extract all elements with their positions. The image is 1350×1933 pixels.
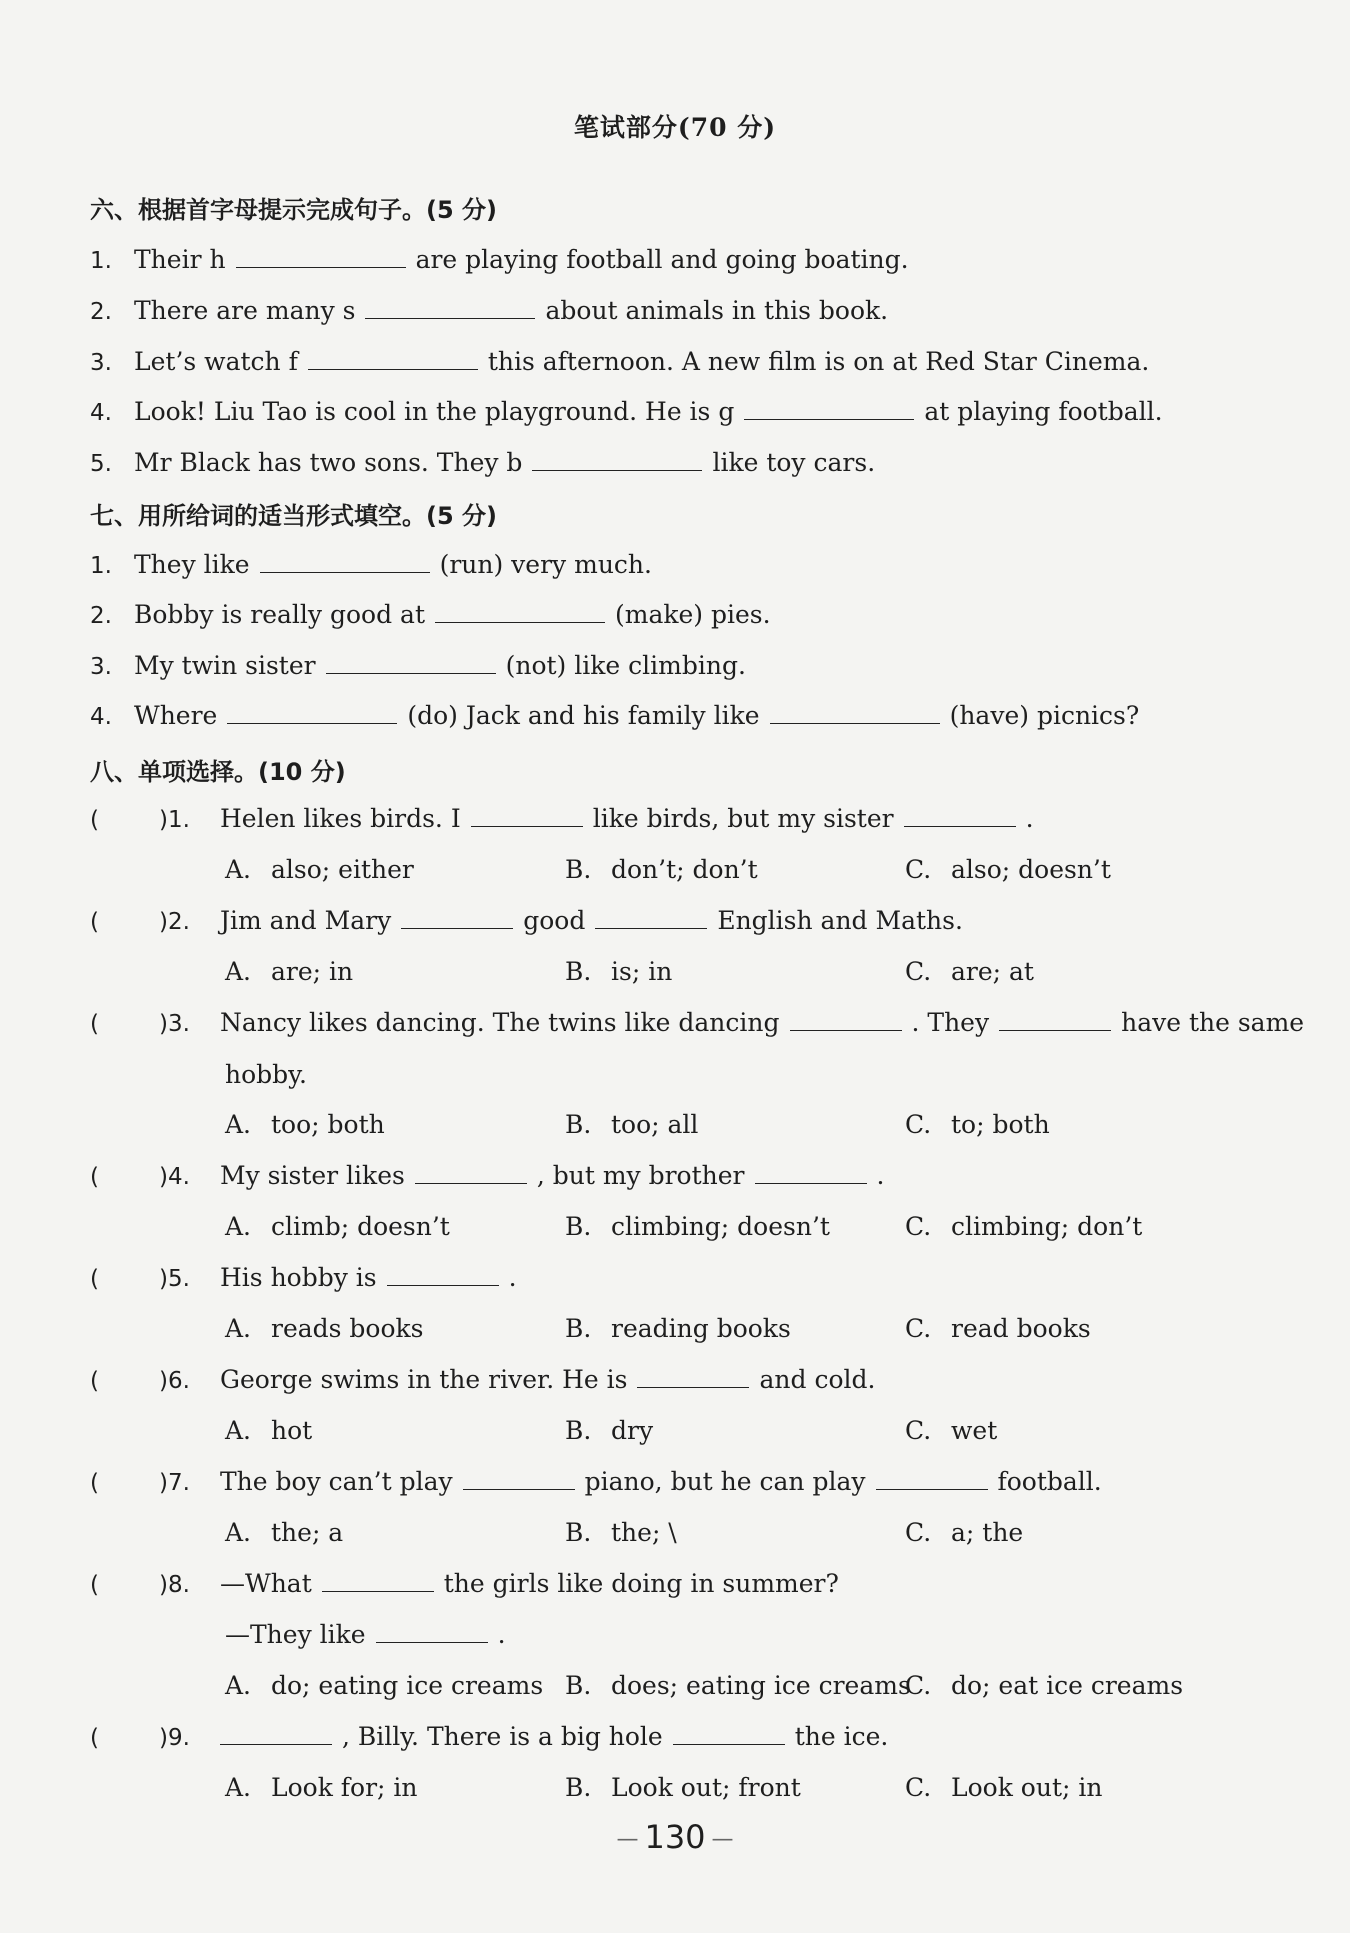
answer-blank[interactable]: [227, 701, 397, 724]
answer-paren[interactable]: ( )6.: [90, 1368, 190, 1394]
answer-blank[interactable]: [236, 245, 406, 268]
section-8-heading: 八、单项选择。(10 分): [90, 758, 346, 786]
answer-paren[interactable]: ( )5.: [90, 1266, 190, 1292]
item-text: are playing football and going boating.: [415, 245, 909, 274]
answer-blank[interactable]: [326, 651, 496, 674]
answer-paren[interactable]: ( )9.: [90, 1725, 190, 1751]
answer-blank[interactable]: [876, 1467, 988, 1490]
answer-blank[interactable]: [401, 906, 513, 929]
answer-blank[interactable]: [755, 1161, 867, 1184]
answer-blank[interactable]: [415, 1161, 527, 1184]
item-text: at playing football.: [924, 397, 1163, 426]
mc-question-9: ( )9. , Billy. There is a big hole the ice.: [90, 1722, 889, 1751]
item-text: Where: [134, 701, 218, 730]
answer-blank[interactable]: [376, 1620, 488, 1643]
item-number: 2.: [90, 603, 112, 629]
item-text: There are many s: [134, 296, 356, 325]
answer-blank[interactable]: [532, 448, 702, 471]
answer-blank[interactable]: [322, 1569, 434, 1592]
mc-question-6: ( )6. George swims in the river. He is and cold.: [90, 1365, 876, 1394]
item-text: (run) very much.: [439, 550, 652, 579]
answer-blank[interactable]: [471, 804, 583, 827]
item-text: (make) pies.: [615, 600, 771, 629]
answer-blank[interactable]: [673, 1722, 785, 1745]
answer-blank[interactable]: [220, 1722, 332, 1745]
item-text: (not) like climbing.: [505, 651, 746, 680]
s6-item-3: [90, 347, 1149, 376]
worksheet-page: 笔试部分(70 分) 六、根据首字母提示完成句子。(5 分) 1. Their h are playing football and going boating. 2. There are many s about animals in this book. 3. Let’s watch f this afternoon. A new film is on at Red Star Cinema. 4. Look! Liu Tao is cool in the playground. He is g at playing football. 5. Mr Black has two sons. They b like toy cars. 七、用所给词的适当形式填空。(5 分) 1. They like (run) very much. 2. Bobby is really good at (make) pies. 3. My twin sister (not) like climbing. 4. Where (do) Jack and his family like (have) picnics? 八、单项选择。(10 分) ( )1. Helen likes birds. I like birds, but my sister . A. also; either B. don’t; don’t C. also; doesn’t ( )2. Jim and Mary good English and Maths. A. are; in B. is; in C. are; at ( )3. Nancy likes dancing. The twins like dancing . They have the same hobby. A. too; both B. too; all C. to; both ( )4. My sister likes , but my brother . A. climb; doesn’t B. climbing; doesn’t C. climbing; don’t ( )5. His hobby is . A. reads books B. reading books C. read books ( )6. George swims in the river. He is and cold. A. hot B. dry C. wet ( )7. The boy can’t play piano, but he can play football. A. the; a B. the; \ C. a; the ( )8. —What the girls like doing in summer? —They like . A. do; eating ice creams B. does; eating ice creams C. do; eat ice creams ( )9. , Billy. There is a big hole the ice. A. Look for; in B. Look out; front C. Look out; in — 130 —: [0, 0, 1350, 1933]
item-text: this afternoon. A new film is on at Red Star Cinema.: [487, 347, 1150, 376]
answer-paren[interactable]: ( )4.: [90, 1164, 190, 1190]
item-text: Bobby is really good at: [134, 600, 425, 629]
item-number: 4.: [90, 704, 112, 730]
page-number-dash: —: [616, 1826, 639, 1852]
s6-item-2: [90, 296, 888, 325]
section-6-heading: 六、根据首字母提示完成句子。(5 分): [90, 196, 497, 224]
item-number: 3.: [90, 654, 112, 680]
mc-question-8-line2: —They like .: [225, 1620, 506, 1649]
answer-blank[interactable]: [770, 701, 940, 724]
answer-paren[interactable]: ( )7.: [90, 1470, 190, 1496]
item-text: like toy cars.: [712, 448, 876, 477]
mc-question-5: ( )5. His hobby is .: [90, 1263, 517, 1292]
item-number: 2.: [90, 299, 112, 325]
mc-question-1: ( )1. Helen likes birds. I like birds, but my sister .: [90, 804, 1034, 833]
page-number: — 130 —: [616, 1818, 734, 1856]
mc-question-2: ( )2. Jim and Mary good English and Maths.: [90, 906, 963, 935]
answer-blank[interactable]: [744, 397, 914, 420]
s6-item-4: [90, 397, 1163, 426]
item-text: Their h: [134, 245, 226, 274]
item-text: They like: [134, 550, 250, 579]
item-text: My twin sister: [134, 651, 316, 680]
item-text: Mr Black has two sons. They b: [134, 448, 523, 477]
item-number: 4.: [90, 400, 112, 426]
s7-item-3: [90, 651, 746, 680]
s7-item-1: [90, 550, 652, 579]
answer-paren[interactable]: ( )1.: [90, 807, 190, 833]
answer-blank[interactable]: [637, 1365, 749, 1388]
answer-blank[interactable]: [904, 804, 1016, 827]
mc-question-8: ( )8. —What the girls like doing in summer?: [90, 1569, 839, 1598]
answer-blank[interactable]: [999, 1008, 1111, 1031]
item-number: 3.: [90, 350, 112, 376]
item-text: about animals in this book.: [545, 296, 889, 325]
item-text: (have) picnics?: [949, 701, 1140, 730]
answer-paren[interactable]: ( )2.: [90, 909, 190, 935]
item-number: 1.: [90, 248, 112, 274]
answer-blank[interactable]: [790, 1008, 902, 1031]
item-text: (do) Jack and his family like: [407, 701, 760, 730]
page-title: 笔试部分(70 分): [573, 113, 777, 142]
mc-question-3: ( )3. Nancy likes dancing. The twins like dancing . They have the same: [90, 1008, 1305, 1037]
answer-blank[interactable]: [387, 1263, 499, 1286]
item-number: 1.: [90, 553, 112, 579]
answer-blank[interactable]: [308, 347, 478, 370]
s6-item-5: [90, 448, 875, 477]
mc-question-4: ( )4. My sister likes , but my brother .: [90, 1161, 885, 1190]
s6-item-1: [90, 245, 909, 274]
item-text: Let’s watch f: [134, 347, 298, 376]
answer-paren[interactable]: ( )3.: [90, 1011, 190, 1037]
item-text: Look! Liu Tao is cool in the playground. He is g: [134, 397, 735, 426]
s7-item-4: [90, 701, 1139, 730]
section-7-heading: 七、用所给词的适当形式填空。(5 分): [90, 502, 497, 530]
answer-blank[interactable]: [365, 296, 535, 319]
answer-blank[interactable]: [595, 906, 707, 929]
answer-blank[interactable]: [435, 600, 605, 623]
mc-question-3-cont: hobby.: [225, 1060, 307, 1089]
answer-blank[interactable]: [463, 1467, 575, 1490]
mc-question-7: ( )7. The boy can’t play piano, but he can play football.: [90, 1467, 1102, 1496]
answer-blank[interactable]: [260, 550, 430, 573]
item-number: 5.: [90, 451, 112, 477]
s7-item-2: [90, 600, 771, 629]
page-number-dash: —: [711, 1826, 734, 1852]
answer-paren[interactable]: ( )8.: [90, 1572, 190, 1598]
